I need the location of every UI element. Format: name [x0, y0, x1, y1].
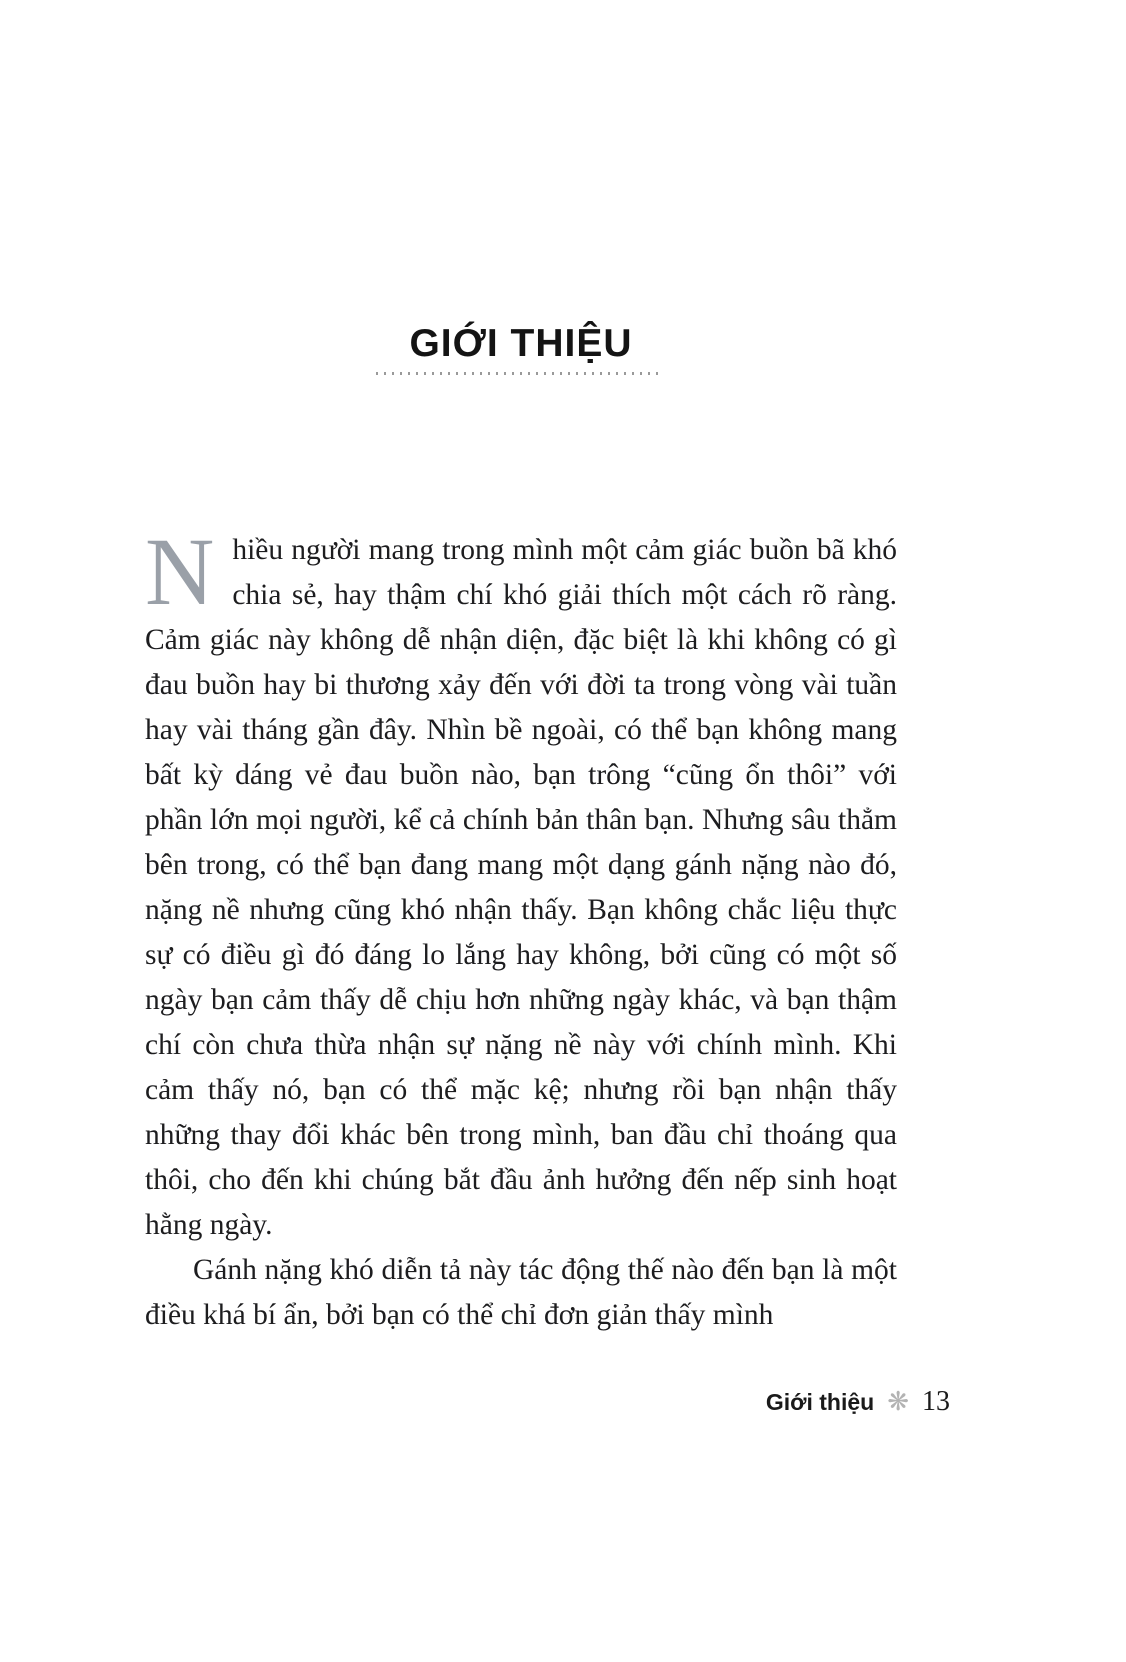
chapter-title: GIỚI THIỆU [409, 322, 633, 365]
flower-ornament-icon: ❋ [887, 1387, 909, 1417]
paragraph: Gánh nặng khó diễn tả này tác động thế nào đến bạn là một điều khá bí ẩn, bởi bạn có thể chỉ đơn giản thấy mình [145, 1254, 897, 1331]
paragraph [145, 518, 897, 1248]
title-divider-dotted-line [376, 372, 664, 375]
footer-section-label: Giới thiệu [765, 1388, 875, 1415]
drop-cap-letter: N [145, 518, 215, 625]
paragraph-text: hiều người mang trong mình một cảm giác buồn bã khó chia sẻ, hay thậm chí khó giải thích một cách rõ ràng. Cảm giác này không dễ nhận diện, đặc biệt là khi không có gì đau buồn hay bi thương xảy đến với đời ta trong vòng vài tuần hay vài tháng gần đây. Nhìn bề ngoài, có thể bạn không mang bất kỳ dáng vẻ đau buồn nào, bạn trông “cũng ổn thôi” với phần lớn mọi người, kể cả chính bản thân bạn. Nhưng sâu thẳm bên trong, có thể bạn đang mang một dạng gánh nặng nào đó, nặng nề nhưng cũng khó nhận thấy. Bạn không chắc liệu thực sự có điều gì đó đáng lo lắng hay không, bởi cũng có một số ngày bạn cảm thấy dễ chịu hơn những ngày khác, và bạn thậm chí còn chưa thừa nhận sự nặng nề này với chính mình. Khi cảm thấy nó, bạn có thể mặc kệ; nhưng rồi bạn nhận thấy những thay đổi khác bên trong mình, ban đầu chỉ thoáng qua thôi, cho đến khi chúng bắt đầu ảnh hưởng đến nếp sinh hoạt hằng ngày. [145, 534, 897, 1241]
page-footer [0, 1386, 950, 1418]
page-number: 13 [922, 1386, 950, 1417]
body-text [145, 518, 897, 1338]
